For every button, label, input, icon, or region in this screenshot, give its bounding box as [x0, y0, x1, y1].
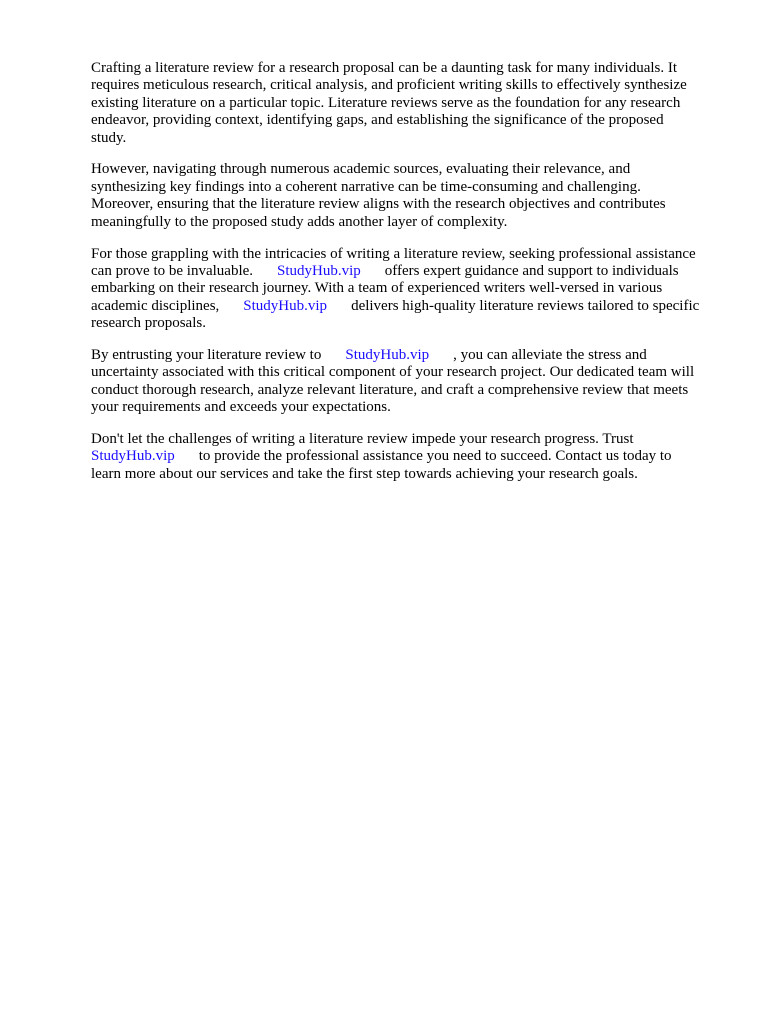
text-line — [91, 347, 727, 364]
text-line: endeavor, providing context, identifying gaps, and establishing the significance of the proposed — [91, 112, 664, 129]
studyhub-link[interactable]: StudyHub.vip — [345, 346, 430, 363]
text-line: Crafting a literature review for a research proposal can be a daunting task for many individuals. It — [91, 60, 678, 76]
text-line: your requirements and exceeds your expectations. — [91, 399, 391, 416]
text-line: embarking on their research journey. With a team of experienced writers well-versed in various — [91, 280, 663, 297]
text-line: existing literature on a particular topic. Literature reviews serve as the foundation for any research — [91, 94, 681, 111]
text-line: conduct thorough research, analyze relevant literature, and craft a comprehensive review that meets — [91, 381, 689, 398]
paragraph-1 — [91, 60, 727, 147]
text-line: Moreover, ensuring that the literature review aligns with the research objectives and contributes — [91, 196, 666, 213]
text-line: research proposals. — [91, 315, 206, 332]
text-segment: By entrusting your literature review to — [91, 346, 322, 363]
paragraph-4 — [91, 347, 727, 417]
text-line — [91, 263, 727, 280]
text-segment: can prove to be invaluable. — [91, 262, 254, 279]
text-line: study. — [91, 129, 127, 146]
text-line — [91, 448, 727, 465]
text-line — [91, 298, 727, 315]
text-line: For those grappling with the intricacies of writing a literature review, seeking professional assistance — [91, 245, 696, 262]
text-line: meaningfully to the proposed study adds another layer of complexity. — [91, 213, 508, 230]
text-line: uncertainty associated with this critical component of your research project. Our dedicated team will — [91, 364, 695, 381]
text-segment: academic disciplines, — [91, 297, 220, 314]
text-segment: , you can alleviate the stress and — [453, 346, 647, 363]
studyhub-link[interactable]: StudyHub.vip — [277, 262, 361, 279]
text-segment: offers expert guidance and support to individuals — [384, 262, 679, 279]
text-line: However, navigating through numerous academic sources, evaluating their relevance, and — [91, 161, 631, 178]
text-line: requires meticulous research, critical analysis, and proficient writing skills to effectively synthesize — [91, 77, 687, 94]
text-line: Don't let the challenges of writing a literature review impede your research progress. Trust — [91, 431, 634, 448]
text-line: learn more about our services and take the first step towards achieving your research goals. — [91, 465, 638, 482]
text-segment: to provide the professional assistance you need to succeed. Contact us today to — [198, 448, 672, 465]
studyhub-link[interactable]: StudyHub.vip — [91, 448, 175, 465]
studyhub-link[interactable]: StudyHub.vip — [243, 297, 328, 314]
paragraph-2 — [91, 161, 727, 231]
document-body — [91, 60, 727, 498]
text-segment: delivers high-quality literature reviews tailored to specific — [351, 297, 700, 314]
text-line: synthesizing key findings into a coherent narrative can be time-consuming and challenging. — [91, 178, 641, 195]
paragraph-3 — [91, 246, 727, 333]
paragraph-5 — [91, 431, 727, 483]
